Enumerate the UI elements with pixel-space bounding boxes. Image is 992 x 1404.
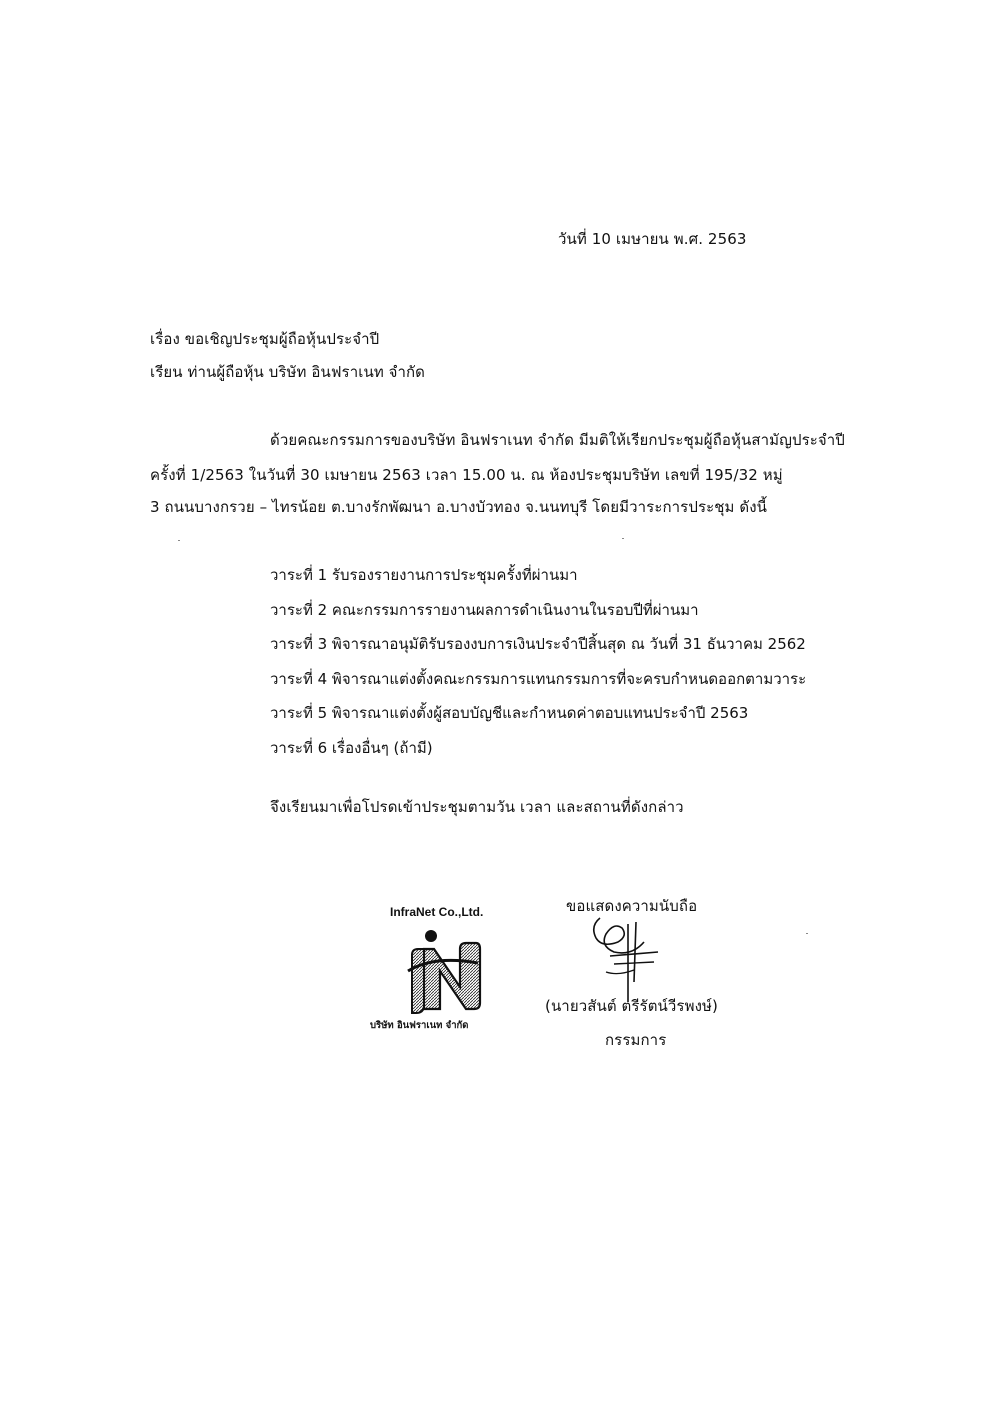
handwritten-signature-icon xyxy=(588,912,660,1004)
letter-recipient: เรียน ท่านผู้ถือหุ้น บริษัท อินฟราเนท จำกัด xyxy=(150,363,426,381)
signer-title: กรรมการ xyxy=(605,1031,667,1049)
intro-line-2: ครั้งที่ 1/2563 ในวันที่ 30 เมษายน 2563 เวลา 15.00 น. ณ ห้องประชุมบริษัท เลขที่ 195/32 หมู่ xyxy=(150,466,783,484)
speck xyxy=(178,540,180,541)
intro-line-1: ด้วยคณะกรรมการของบริษัท อินฟราเนท จำกัด มีมติให้เรียกประชุมผู้ถือหุ้นสามัญประจำปี xyxy=(270,431,845,449)
speck xyxy=(622,538,624,539)
agenda-item: วาระที่ 6 เรื่องอื่นๆ (ถ้ามี) xyxy=(270,738,433,757)
agenda-item: วาระที่ 1 รับรองรายงานการประชุมครั้งที่ผ่านมา xyxy=(270,566,578,584)
company-seal xyxy=(360,905,520,1040)
agenda-item: วาระที่ 4 พิจารณาแต่งตั้งคณะกรรมการแทนกรรมการที่จะครบกำหนดออกตามวาระ xyxy=(270,669,807,688)
letter-subject: เรื่อง ขอเชิญประชุมผู้ถือหุ้นประจำปี xyxy=(150,330,380,348)
intro-line-3: 3 ถนนบางกรวย – ไทรน้อย ต.บางรักพัฒนา อ.บางบัวทอง จ.นนทบุรี โดยมีวาระการประชุม ดังนี้ xyxy=(150,498,768,516)
agenda-item: วาระที่ 3 พิจารณาอนุมัติรับรองงบการเงินประจำปีสิ้นสุด ณ วันที่ 31 ธันวาคม 2562 xyxy=(270,635,806,653)
regards-text: ขอแสดงความนับถือ xyxy=(566,897,698,915)
seal-company-th: บริษัท อินฟราเนท จำกัด xyxy=(370,1020,469,1031)
agenda-list xyxy=(270,565,806,772)
agenda-item: วาระที่ 2 คณะกรรมการรายงานผลการดำเนินงานในรอบปีที่ผ่านมา xyxy=(270,600,699,619)
seal-company-en: InfraNet Co.,Ltd. xyxy=(390,905,484,919)
agenda-item: วาระที่ 5 พิจารณาแต่งตั้งผู้สอบบัญชีและกำหนดค่าตอบแทนประจำปี 2563 xyxy=(270,704,749,722)
speck xyxy=(806,933,808,934)
signer-name: (นายวสันต์ ตรีรัตน์วีรพงษ์) xyxy=(545,997,718,1015)
infranet-logo-icon xyxy=(404,925,484,1020)
closing-sentence: จึงเรียนมาเพื่อโปรดเข้าประชุมตามวัน เวลา และสถานที่ดังกล่าว xyxy=(270,798,684,816)
letter-date: วันที่ 10 เมษายน พ.ศ. 2563 xyxy=(558,230,747,248)
